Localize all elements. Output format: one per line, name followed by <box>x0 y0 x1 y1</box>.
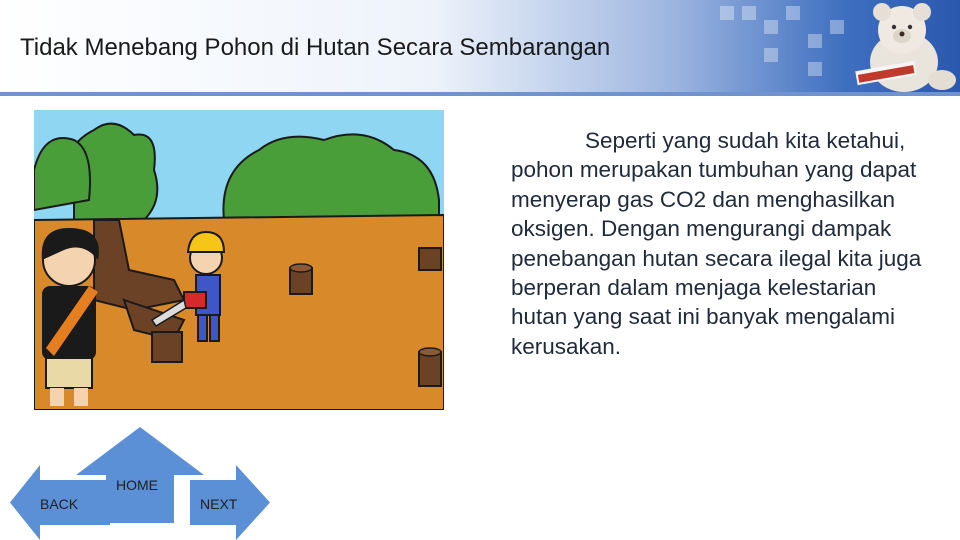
header-banner <box>0 0 960 96</box>
back-label: BACK <box>40 496 79 512</box>
logging-illustration <box>34 110 444 410</box>
next-button[interactable] <box>190 465 270 540</box>
header-divider <box>0 92 960 96</box>
body-paragraph <box>511 126 936 361</box>
page-title: Tidak Menebang Pohon di Hutan Secara Sembarangan <box>20 34 611 61</box>
home-label: HOME <box>116 477 158 493</box>
home-button[interactable] <box>76 427 204 523</box>
teddy-bear-image <box>846 0 960 96</box>
next-label: NEXT <box>200 496 238 512</box>
paragraph-text: Seperti yang sudah kita ketahui, pohon merupakan tumbuhan yang dapat menyerap gas CO2 dan menghasilkan oksigen. Dengan mengurangi dampak penebangan hutan secara ilegal kita juga berperan dalam menjaga kelestarian hutan yang saat ini banyak mengalami kerusakan. <box>511 128 922 359</box>
arrow-up-icon <box>76 427 204 523</box>
